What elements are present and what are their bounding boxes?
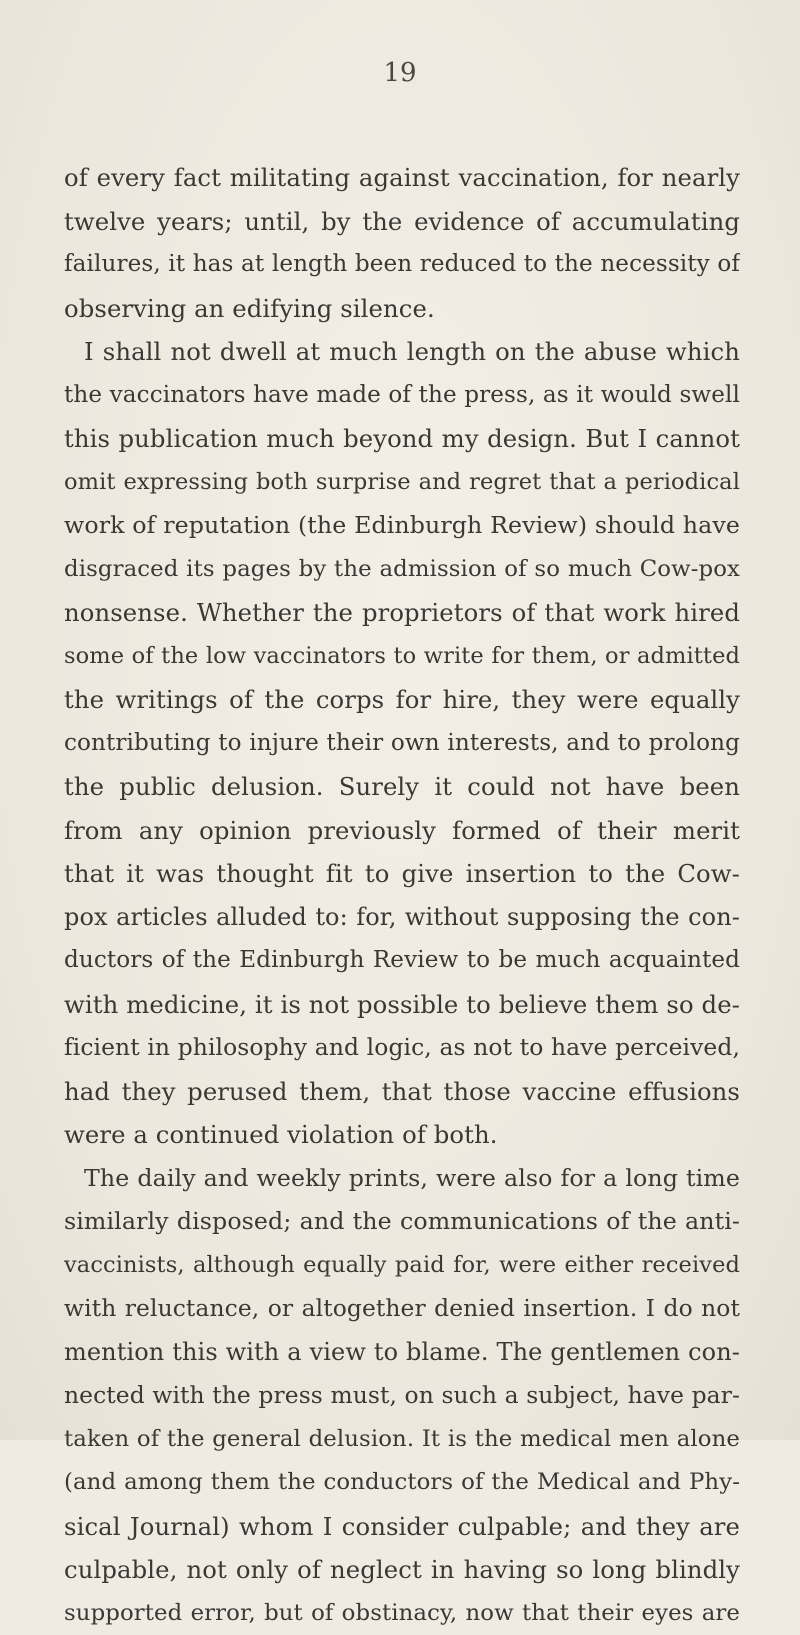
text-line: of every fact militating against vaccination, for nearly <box>64 156 740 200</box>
text-line: contributing to injure their own interests, and to prolong <box>64 722 740 766</box>
text-line: vaccinists, although equally paid for, were either received <box>64 1244 740 1288</box>
text-line: similarly disposed; and the communications of the anti- <box>64 1200 740 1244</box>
text-line: pox articles alluded to: for, without supposing the con- <box>64 896 740 940</box>
text-line: taken of the general delusion. It is the medical men alone <box>64 1418 740 1462</box>
text-line: work of reputation (the Edinburgh Review) should have <box>64 504 740 548</box>
text-line: culpable, not only of neglect in having so long blindly <box>64 1548 740 1592</box>
text-line: had they perused them, that those vaccine effusions <box>64 1070 740 1114</box>
text-line: were a continued violation of both. <box>64 1113 740 1157</box>
text-line: this publication much beyond my design. But I cannot <box>64 417 740 461</box>
text-line: failures, it has at length been reduced to the necessity of <box>64 243 740 287</box>
text-line: (and among them the conductors of the Medical and Phy- <box>64 1461 740 1505</box>
text-line: nected with the press must, on such a subject, have par- <box>64 1374 740 1418</box>
text-line: omit expressing both surprise and regret that a periodical <box>64 461 740 505</box>
text-line: The daily and weekly prints, were also for a long time <box>64 1157 740 1201</box>
text-line: disgraced its pages by the admission of so much Cow-pox <box>64 548 740 592</box>
text-line: with medicine, it is not possible to believe them so de- <box>64 983 740 1027</box>
page-number: 19 <box>0 58 800 88</box>
body-text <box>64 156 740 1635</box>
text-line: with reluctance, or altogether denied insertion. I do not <box>64 1287 740 1331</box>
text-line: some of the low vaccinators to write for them, or admitted <box>64 635 740 679</box>
text-line: observing an edifying silence. <box>64 287 740 331</box>
text-line: twelve years; until, by the evidence of accumulating <box>64 200 740 244</box>
text-line: the public delusion. Surely it could not have been <box>64 765 740 809</box>
text-line: sical Journal) whom I consider culpable; and they are <box>64 1505 740 1549</box>
text-line: I shall not dwell at much length on the abuse which <box>64 330 740 374</box>
text-line: ficient in philosophy and logic, as not to have perceived, <box>64 1026 740 1070</box>
text-line: ductors of the Edinburgh Review to be much acquainted <box>64 939 740 983</box>
text-line: that it was thought fit to give insertion to the Cow- <box>64 852 740 896</box>
text-line: supported error, but of obstinacy, now that their eyes are <box>64 1592 740 1635</box>
text-line: mention this with a view to blame. The gentlemen con- <box>64 1331 740 1375</box>
text-line: from any opinion previously formed of their merit <box>64 809 740 853</box>
text-line: the writings of the corps for hire, they were equally <box>64 678 740 722</box>
text-line: the vaccinators have made of the press, as it would swell <box>64 374 740 418</box>
text-line: nonsense. Whether the proprietors of that work hired <box>64 591 740 635</box>
